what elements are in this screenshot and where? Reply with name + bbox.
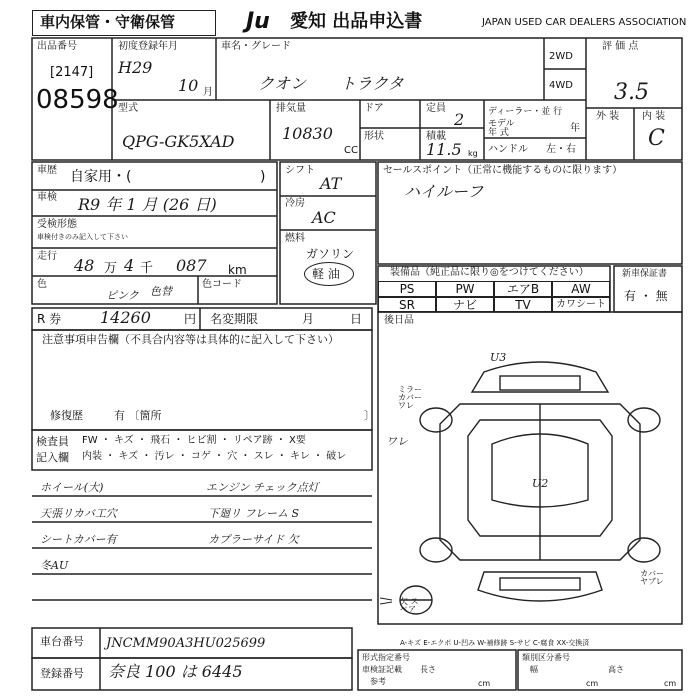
- diagram-u3: U3: [490, 351, 507, 364]
- year-unit: 年: [570, 123, 580, 134]
- name-change-label: 名変期限: [210, 312, 259, 326]
- note-left-4: 冬AU: [40, 559, 69, 572]
- r-ken-yen: 円: [184, 312, 197, 326]
- interior-label: 内 装: [642, 111, 666, 122]
- door-label: ドア: [364, 103, 384, 114]
- displacement-value: 10830: [282, 124, 333, 143]
- equipment-label: 装備品（純正品に限り◎をつけてください）: [390, 267, 589, 278]
- new-warranty-label: 新車保証書: [622, 269, 668, 279]
- mileage-sen-unit: 千: [140, 261, 154, 276]
- drive-4wd-label: 4WD: [549, 80, 573, 91]
- shape-cert-label: 形式指定番号: [362, 653, 410, 662]
- car-name-value: クオン: [258, 74, 307, 93]
- mileage-man-unit: 万: [104, 261, 118, 276]
- exterior-label: 外 装: [596, 111, 620, 122]
- shape-label: 形状: [364, 131, 384, 142]
- notes-label: 注意事項申告欄（不具合内容等は具体的に記入して下さい）: [42, 333, 339, 346]
- r-ken-label: R 券: [37, 312, 62, 326]
- mileage-km-unit: km: [228, 263, 247, 277]
- fuel-diesel: 軽 油: [312, 267, 340, 281]
- model-label: 型式: [118, 103, 138, 114]
- inspector-label-2: 記入欄: [36, 451, 69, 464]
- reference-label: 参考: [370, 677, 386, 686]
- equip-navi: ナビ: [436, 297, 494, 312]
- form-title: 愛知 出品申込書: [290, 11, 423, 32]
- inspection-row-2: 内装 ・ キズ ・ 汚レ ・ コゲ ・ 穴 ・ スレ ・ キレ ・ 破レ: [82, 451, 347, 462]
- capacity-value: 2: [454, 110, 465, 129]
- note-left-1: ホイール(大): [40, 481, 104, 494]
- history-value: 自家用・(: [70, 169, 132, 185]
- color-value: ピンク: [106, 289, 139, 302]
- shift-value: AT: [320, 174, 342, 193]
- fuel-label: 燃料: [285, 233, 305, 244]
- diagram-mirror-note: ミラー カバーワレ: [398, 385, 422, 410]
- equip-aw: AW: [552, 281, 610, 297]
- drive-2wd-label: 2WD: [549, 51, 573, 62]
- equip-pw: PW: [436, 281, 494, 297]
- handle-label: ハンドル: [488, 144, 528, 155]
- rear-seat-label: 後日品: [384, 315, 414, 326]
- sales-point-value: ハイルーフ: [404, 182, 484, 201]
- warranty-has-none: 有 ・ 無: [624, 289, 668, 303]
- width-cm: cm: [586, 679, 599, 688]
- capacity-label: 定員: [426, 103, 446, 114]
- height-label: 高さ: [608, 665, 624, 674]
- dealer-label: ディーラー・並 行: [488, 107, 563, 117]
- shaken-value: R9 年 1 月 (26 日): [78, 195, 217, 214]
- note-left-3: シートカバー有: [40, 533, 117, 546]
- ju-logo: Ju: [246, 9, 270, 34]
- reg-no-value: 奈良 100 は 6445: [108, 662, 243, 681]
- model-year-label-a: モデル: [488, 119, 515, 129]
- mileage-rest: 087: [176, 256, 207, 275]
- car-name-label: 車名・グレード: [221, 41, 291, 52]
- mileage-man: 48: [74, 256, 95, 275]
- length-label: 長さ: [420, 665, 436, 674]
- reg-year: H29: [118, 58, 153, 77]
- r-ken-value: 14260: [100, 308, 151, 327]
- lot-bracket: [2147]: [50, 65, 94, 80]
- sales-point-label: セールスポイント（正常に機能するものに限ります）: [383, 165, 623, 176]
- lot-number-label: 出品番号: [37, 41, 77, 52]
- chassis-label: 車台番号: [40, 635, 84, 648]
- reg-month-unit: 月: [203, 87, 213, 98]
- mileage-sen: 4: [124, 256, 135, 275]
- reg-no-label: 登録番号: [40, 667, 84, 680]
- aircon-label: 冷房: [285, 198, 305, 209]
- damage-legend: A-キズ E-エクボ U-凹み W-補修跡 S-サビ C-腐食 XX-交換済: [400, 639, 590, 647]
- format-label: 受検形態: [37, 219, 77, 230]
- diagram-crack: ワレ: [386, 435, 408, 448]
- equip-tv: TV: [494, 297, 552, 312]
- history-label: 車歴: [37, 165, 57, 176]
- note-left-2: 天張リカバ工穴: [40, 507, 117, 520]
- equip-airbag: エアB: [494, 281, 552, 297]
- equip-leather: カワシート: [552, 297, 610, 312]
- aircon-value: AC: [312, 208, 336, 227]
- handle-lr: 左・右: [546, 144, 576, 155]
- diagram-cover-note: カバー ヤブレ: [640, 569, 664, 586]
- diagram-spare-note: 欠 スペア: [400, 597, 419, 614]
- kg-unit: kg: [468, 149, 478, 158]
- model-year-label-b: 年 式: [488, 128, 509, 138]
- mileage-label: 走行: [37, 251, 57, 262]
- color-label: 色: [37, 279, 47, 290]
- fuel-gasoline: ガソリン: [306, 247, 355, 261]
- model-code-value: QPG-GK5XAD: [122, 132, 235, 151]
- lot-number: 08598: [36, 85, 119, 115]
- format-note: 車検付きのみ記入して下さい: [37, 233, 128, 241]
- reg-month: 10: [178, 76, 199, 95]
- note-right-2: 下廻リ フレーム S: [208, 507, 300, 520]
- equip-ps: PS: [378, 281, 436, 297]
- first-reg-label: 初度登録年月: [118, 41, 178, 52]
- name-change-day: 日: [350, 312, 363, 326]
- note-right-1: エンジン チェック点灯: [206, 481, 319, 494]
- rating-value: 3.5: [614, 80, 649, 105]
- load-value: 11.5: [426, 140, 462, 159]
- rating-label: 評 価 点: [602, 41, 639, 52]
- grade-value: トラクタ: [340, 74, 404, 93]
- chassis-value: JNCMM90A3HU025699: [106, 636, 266, 651]
- shaken-label: 車検: [37, 192, 57, 203]
- car-cert-label: 車検証記載: [362, 665, 402, 674]
- inspection-row-1: FW ・ キズ ・ 飛石 ・ ヒビ割 ・ リペア跡 ・ X要: [82, 435, 306, 446]
- storage-badge-text: 車内保管・守衛保管: [40, 13, 176, 31]
- note-right-3: カプラーサイド 欠: [208, 533, 299, 546]
- displacement-label: 排気量: [276, 103, 306, 114]
- repair-close-bracket: 〕: [364, 409, 375, 422]
- cc-unit: CC: [344, 145, 358, 156]
- diagram-u2: U2: [532, 477, 549, 490]
- height-cm: cm: [664, 679, 677, 688]
- width-label: 幅: [530, 665, 538, 674]
- equip-sr: SR: [378, 297, 436, 312]
- length-cm: cm: [478, 679, 491, 688]
- inspector-label: 検査員: [36, 435, 69, 448]
- color-swap: 色替: [150, 285, 172, 298]
- association-name: JAPAN USED CAR DEALERS ASSOCIATION: [482, 17, 687, 28]
- load-label: 積載: [426, 131, 446, 142]
- repair-history-label: 修復歴: [50, 409, 83, 422]
- shift-label: シフト: [285, 165, 315, 176]
- name-change-month: 月: [302, 312, 315, 326]
- class-no-label: 類別区分番号: [522, 653, 570, 662]
- color-code-label: 色コード: [202, 279, 242, 290]
- history-paren: ): [260, 169, 266, 185]
- exterior-grade-value: C: [648, 126, 665, 151]
- repair-has-label: 有 〔箇所: [114, 409, 162, 422]
